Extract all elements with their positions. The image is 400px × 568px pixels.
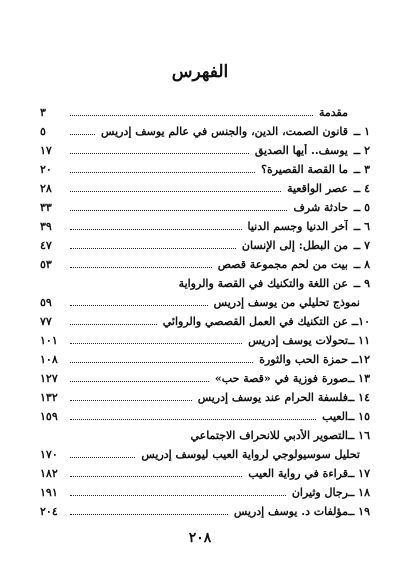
dot-leader	[70, 324, 157, 325]
toc-entry	[40, 293, 370, 312]
toc-entry-page: ٥٣	[40, 258, 52, 271]
toc-entry-page: ٧٧	[40, 315, 52, 328]
toc-entry-number: ٦ ــ	[353, 220, 370, 233]
toc-entry-page: ٤٧	[40, 239, 52, 252]
toc-entry-title: قانون الصمت، الدين، والجنس في عالم يوسف إدريس	[101, 125, 348, 138]
toc-entry-title: عصر الواقعية	[287, 182, 348, 195]
toc-entry-number: ٥ ــ	[353, 201, 370, 214]
toc-entry-page: ٣٩	[40, 220, 52, 233]
toc-entry-number: ٢ ــ	[353, 144, 370, 157]
toc-entry	[40, 350, 370, 369]
dot-leader	[70, 229, 242, 230]
toc-entry-title: التصوير الأدبي للانحراف الاجتماعي	[190, 429, 348, 442]
toc-entry-page: ١٠٨	[40, 353, 58, 366]
toc-entry-page: ٣	[40, 106, 46, 119]
toc-entry-page: ١٨٢	[40, 467, 58, 480]
toc-entry-title: بيت من لحم مجموعة قصص	[217, 258, 348, 271]
toc-entry-number: ١٤ ــ	[347, 391, 370, 404]
dot-leader	[70, 419, 316, 420]
toc-entry	[40, 160, 370, 179]
toc-entry-page: ١٥٩	[40, 410, 58, 423]
toc-entry-title: العيب	[322, 410, 348, 423]
toc-entry-number: ١٦ ــ	[347, 429, 370, 442]
toc-entry-number: ٧ ــ	[353, 239, 370, 252]
toc-entry	[40, 122, 370, 141]
toc-entry	[40, 407, 370, 426]
dot-leader	[70, 514, 228, 515]
toc-entry	[40, 464, 370, 483]
toc-entry-number: ١١ ــ	[347, 334, 370, 347]
toc-entry-page: ٢٨	[40, 182, 52, 195]
toc-entry-number: ٨ ــ	[353, 258, 370, 271]
toc-entry	[40, 198, 370, 217]
toc-entry-number: ٤ ــ	[353, 182, 370, 195]
toc-entry-number: ١٩ ــ	[347, 505, 370, 518]
toc-entry-title: حادثة شرف	[293, 201, 348, 214]
toc-entry-page: ١٠١	[40, 334, 58, 347]
toc-entry-number: ١٧ ــ	[347, 467, 370, 480]
toc-entry-title: من البطل: إلى الإنسان	[241, 239, 348, 252]
dot-leader	[70, 381, 209, 382]
table-of-contents	[40, 103, 370, 521]
toc-entry-page: ٥	[40, 125, 46, 138]
dot-leader	[70, 191, 281, 192]
dot-leader	[70, 248, 236, 249]
toc-entry-page: ٣٣	[40, 201, 52, 214]
toc-entry-page: ١٢٧	[40, 372, 58, 385]
dot-leader	[70, 172, 255, 173]
toc-entry-title: يوسف.. أيها الصديق	[254, 144, 348, 157]
toc-entry	[40, 445, 370, 464]
toc-entry	[40, 179, 370, 198]
toc-entry	[40, 426, 370, 445]
dot-leader	[70, 343, 242, 344]
dot-leader	[70, 267, 212, 268]
toc-entry-page: ١٣٢	[40, 391, 58, 404]
dot-leader	[70, 305, 208, 306]
page-title: الفهرس	[171, 62, 229, 82]
toc-entry-title: صورة فوزية في «قصة حب»	[214, 372, 348, 385]
toc-entry-title: عن اللغة والتكنيك في القصة والرواية	[178, 277, 348, 290]
toc-entry-title: آخر الدنيا وجسم الدنيا	[247, 220, 348, 233]
toc-entry	[40, 236, 370, 255]
toc-entry-number: ١٢ــ	[351, 353, 370, 366]
toc-entry-title: تحليل سوسيولوجي لرواية العيب ليوسف إدريس	[141, 448, 360, 461]
toc-entry	[40, 331, 370, 350]
toc-entry-title: فلسفة الحرام عند يوسف إدريس	[197, 391, 348, 404]
toc-entry-page: ٥٩	[40, 296, 52, 309]
toc-entry-number: ١٣ ــ	[347, 372, 370, 385]
toc-entry	[40, 483, 370, 502]
toc-entry-title: قراءة في رواية العيب	[248, 467, 348, 480]
toc-entry-page: ١٧	[40, 144, 52, 157]
toc-entry-title: حمزة الحب والثورة	[259, 353, 348, 366]
toc-entry-number: ٣ ــ	[353, 163, 370, 176]
toc-entry	[40, 103, 370, 122]
toc-entry	[40, 312, 370, 331]
dot-leader	[70, 362, 253, 363]
toc-entry-title: مقدمة	[318, 106, 348, 119]
toc-entry	[40, 141, 370, 160]
toc-entry	[40, 502, 370, 521]
toc-entry-number: ١ ــ	[353, 125, 370, 138]
toc-entry-number: ٩ ــ	[353, 277, 370, 290]
toc-entry	[40, 388, 370, 407]
toc-entry	[40, 217, 370, 236]
toc-entry	[40, 274, 370, 293]
toc-entry-title: ما القصة القصيرة؟	[261, 163, 348, 176]
toc-entry-title: نموذج تحليلي من يوسف إدريس	[213, 296, 360, 309]
toc-entry-page: ٢٠	[40, 163, 52, 176]
toc-entry-page: ٢٠٤	[40, 505, 58, 518]
dot-leader	[70, 115, 313, 116]
dot-leader	[70, 210, 287, 211]
dot-leader	[70, 476, 242, 477]
toc-entry-page: ١٩١	[40, 486, 58, 499]
page-number: ٢٠٨	[188, 530, 212, 546]
toc-entry	[40, 369, 370, 388]
dot-leader	[70, 495, 286, 496]
toc-entry-title: تحولات يوسف إدريس	[248, 334, 348, 347]
toc-entry	[40, 255, 370, 274]
dot-leader	[70, 400, 192, 401]
toc-entry-number: ١٥ ــ	[347, 410, 370, 423]
dot-leader	[70, 153, 249, 154]
toc-entry-number: ١٨ ــ	[347, 486, 370, 499]
toc-entry-number: ١٠ــ	[351, 315, 370, 328]
toc-entry-title: عن التكنيك في العمل القصصي والروائي	[162, 315, 348, 328]
toc-entry-title: مؤلفات د. يوسف إدريس	[233, 505, 348, 518]
dot-leader	[70, 457, 135, 458]
toc-entry-title: رجال وثيران	[291, 486, 348, 499]
dot-leader	[70, 134, 95, 135]
toc-entry-page: ١٧٠	[40, 448, 58, 461]
